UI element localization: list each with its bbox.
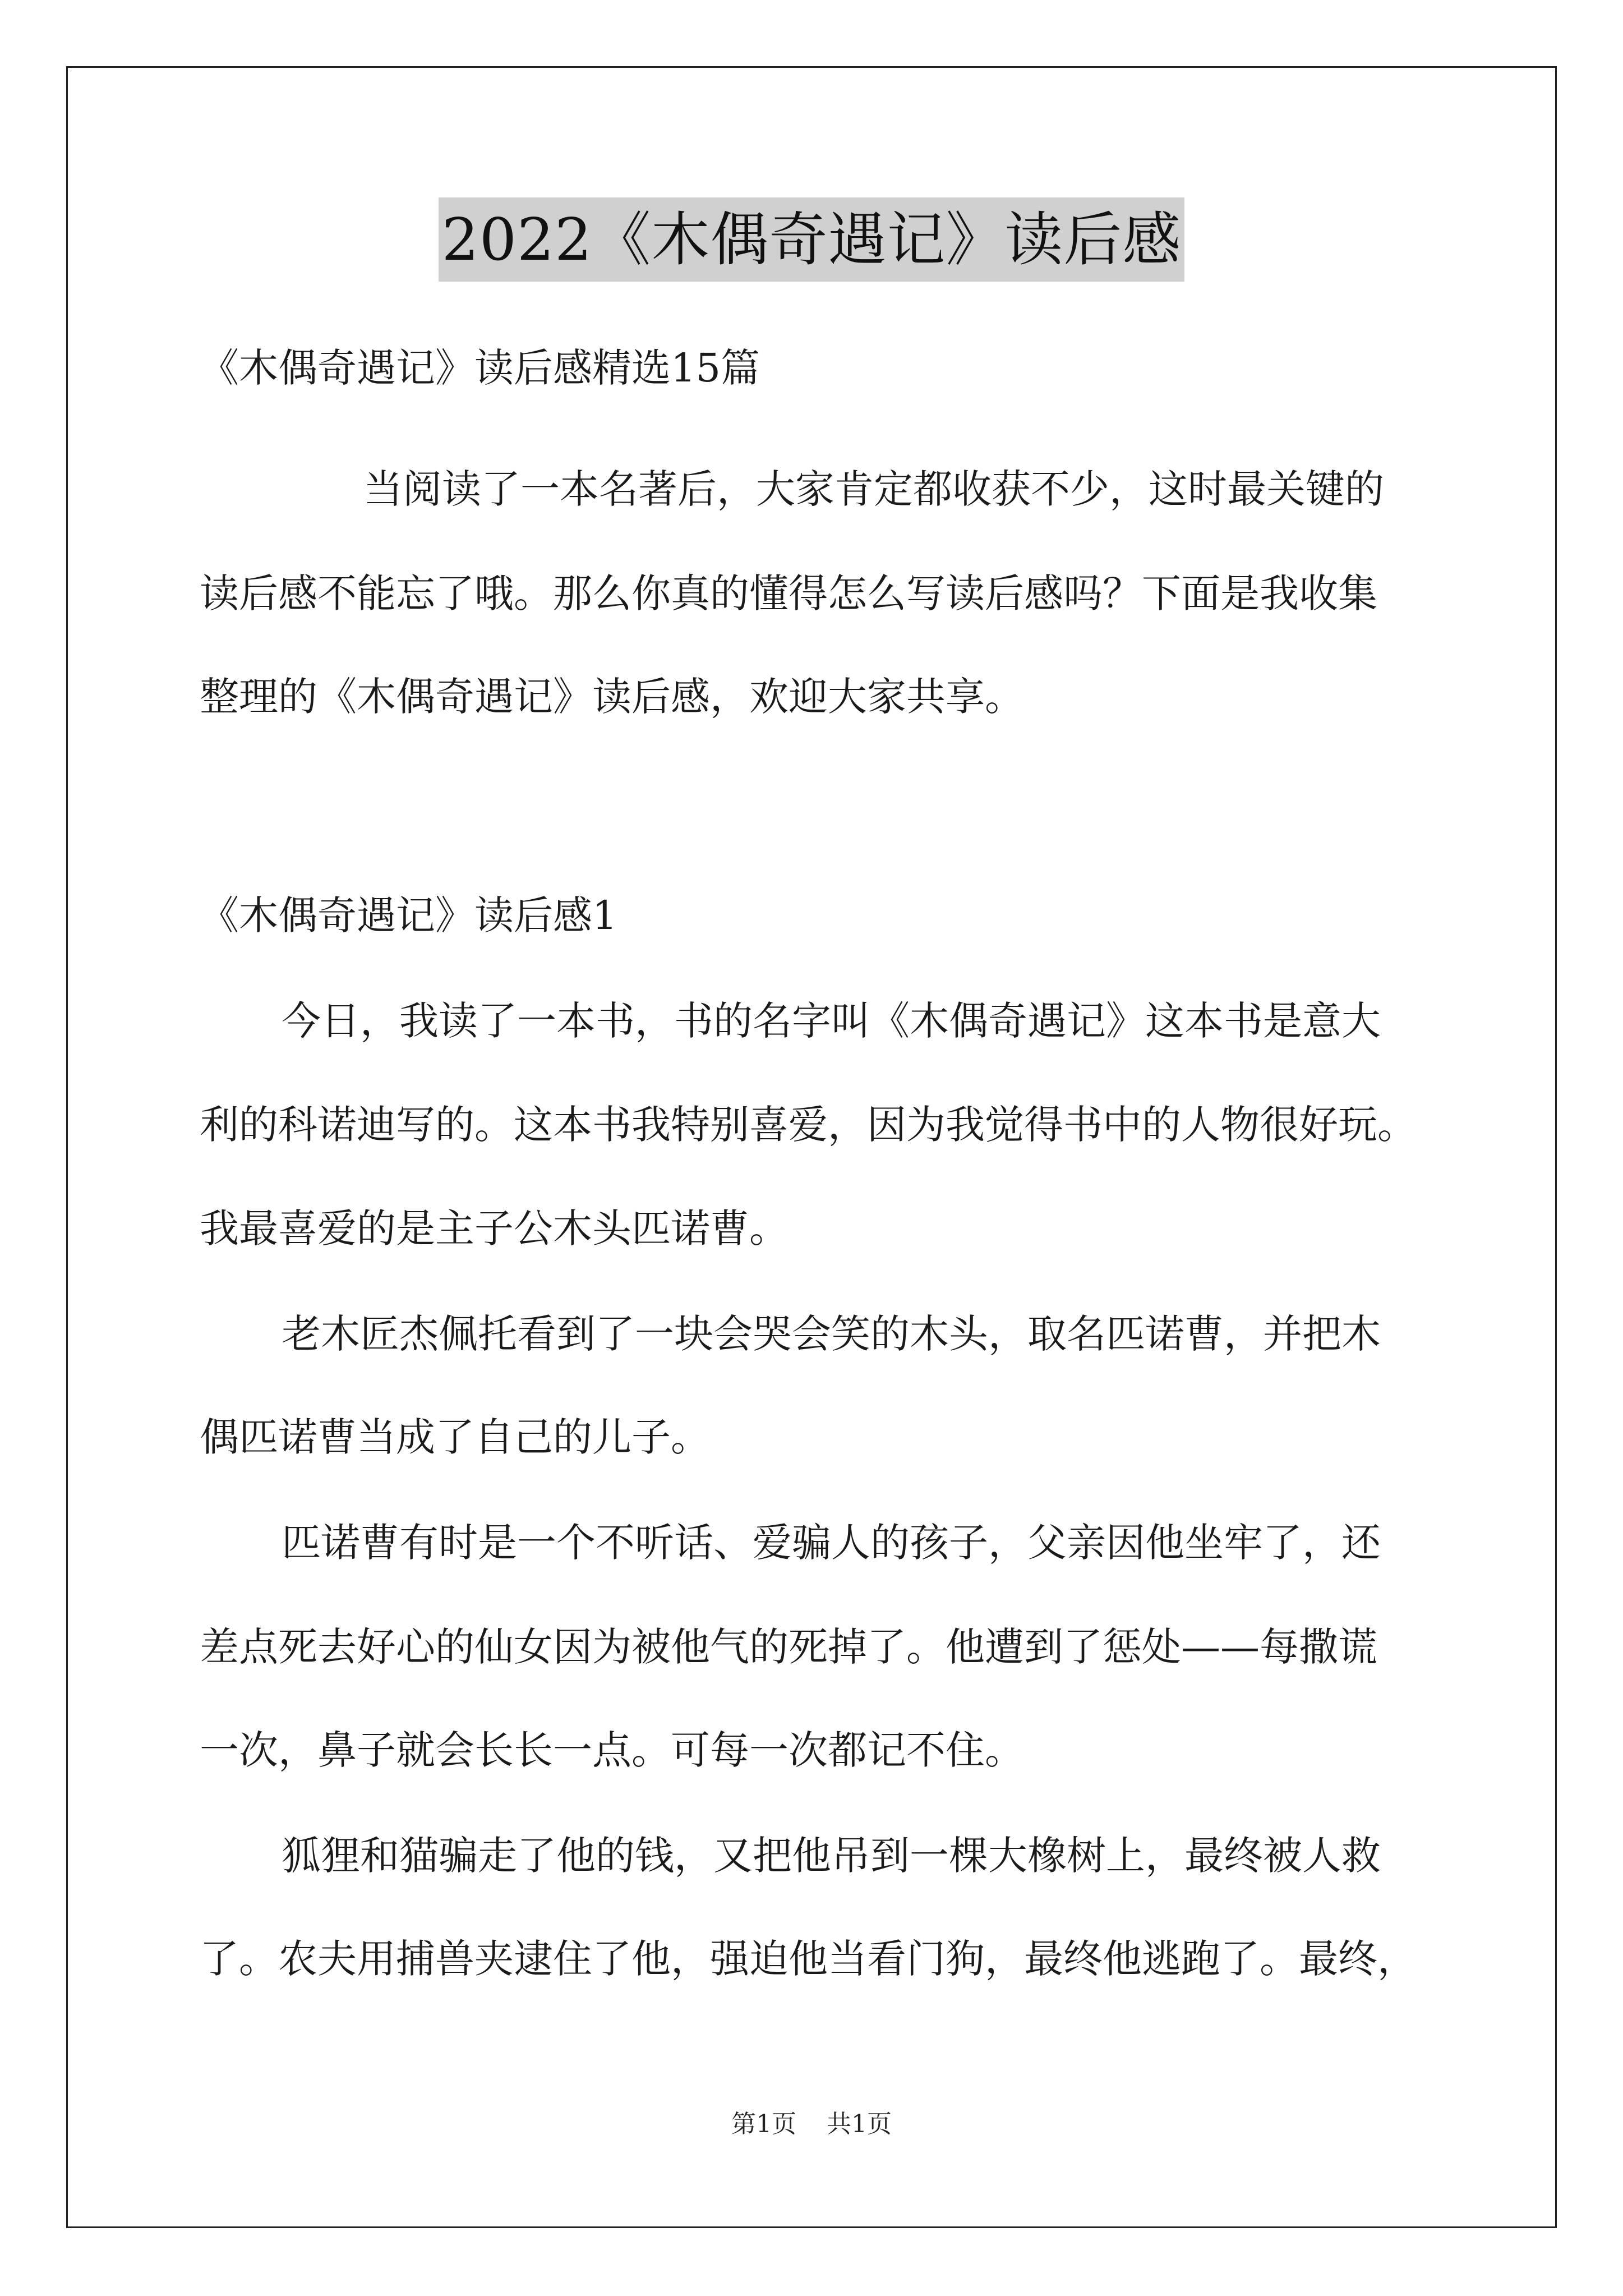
body-line-9: 狐狸和猫骗走了他的钱，又把他吊到一棵大橡树上，最终被人救: [282, 1833, 1381, 1879]
body-line-4: 老木匠杰佩托看到了一块会哭会笑的木头，取名匹诺曹，并把木: [282, 1311, 1381, 1357]
body-line-8: 一次，鼻子就会长长一点。可每一次都记不住。: [200, 1727, 1024, 1773]
body-line-2: 利的科诺迪写的。这本书我特别喜爱，因为我觉得书中的人物很好玩。: [200, 1102, 1417, 1148]
body-line-6: 匹诺曹有时是一个不听话、爱骗人的孩子，父亲因他坐牢了，还: [282, 1520, 1381, 1566]
section-heading: 《木偶奇遇记》读后感1: [200, 892, 617, 938]
title-container: [0, 197, 1623, 282]
document-title: 2022《木偶奇遇记》读后感: [439, 197, 1185, 282]
body-line-5: 偶匹诺曹当成了自己的儿子。: [200, 1414, 710, 1460]
page-number-total: 共1页: [827, 2110, 892, 2138]
body-line-10: 了。农夫用捕兽夹逮住了他，强迫他当看门狗，最终他逃跑了。最终，: [200, 1936, 1417, 1982]
body-line-3: 我最喜爱的是主子公木头匹诺曹。: [200, 1205, 789, 1251]
intro-line-2: 读后感不能忘了哦。那么你真的懂得怎么写读后感吗？下面是我收集: [200, 570, 1377, 616]
body-line-7: 差点死去好心的仙女因为被他气的死掉了。他遭到了惩处——每撒谎: [200, 1624, 1377, 1670]
page-number-current: 第1页: [731, 2110, 796, 2138]
body-line-1: 今日，我读了一本书，书的名字叫《木偶奇遇记》这本书是意大: [282, 998, 1381, 1044]
page-footer: [0, 2108, 1623, 2141]
intro-line-3: 整理的《木偶奇遇记》读后感，欢迎大家共享。: [200, 674, 1024, 720]
document-subtitle: 《木偶奇遇记》读后感精选15篇: [200, 345, 760, 391]
intro-line-1: 当阅读了一本名著后，大家肯定都收获不少，这时最关键的: [363, 466, 1384, 512]
